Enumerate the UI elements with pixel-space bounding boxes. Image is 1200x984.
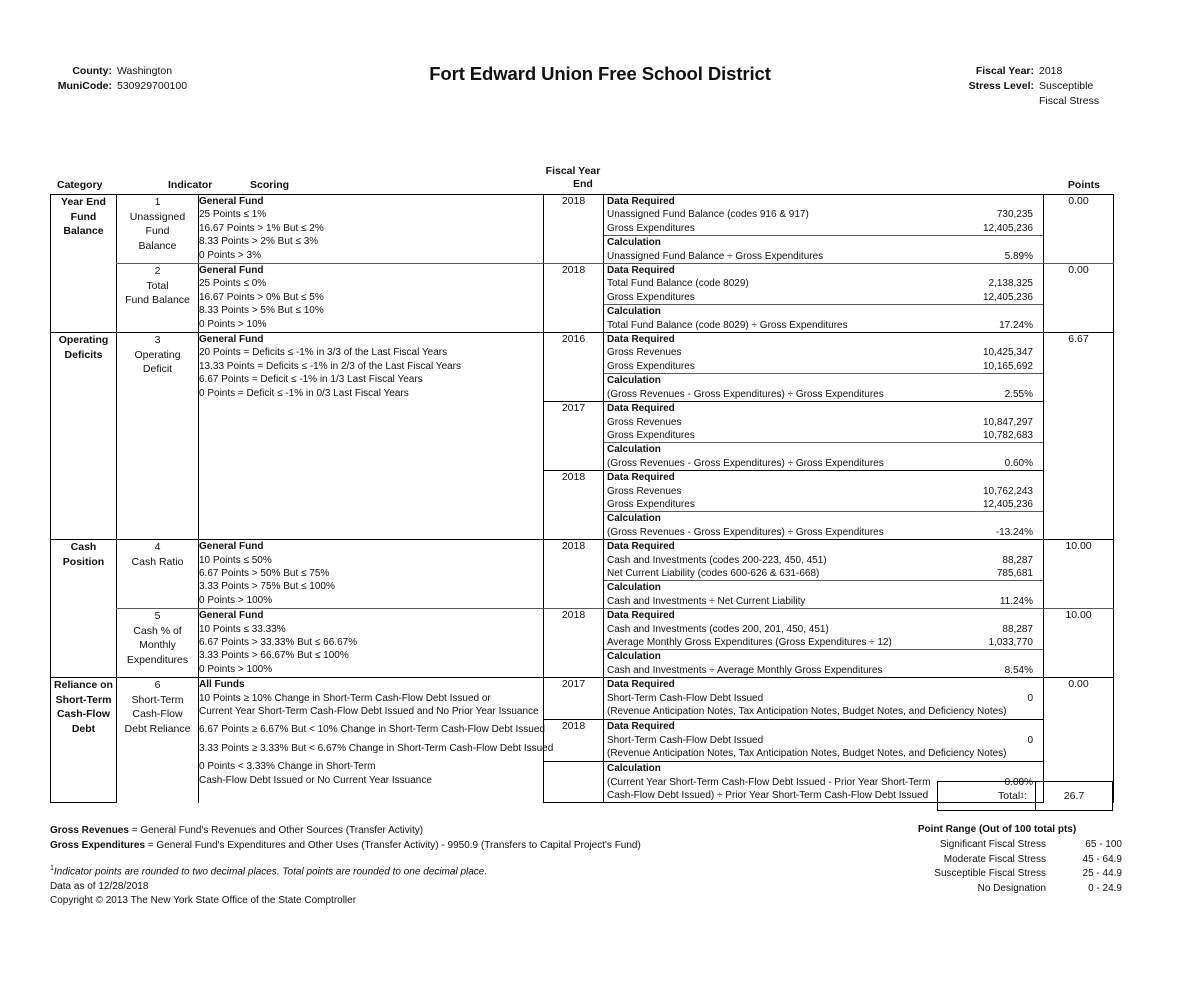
data-line [604,402,1043,415]
data-value: 10,165,692 [982,360,1033,372]
scoring-line: 6.67 Points > 33.33% But ≤ 66.67% [199,637,358,648]
county-label: County: [72,65,112,77]
scoring-line: 10 Points ≤ 50% [199,554,272,566]
data-as-of: Data as of 12/28/2018 [50,880,149,892]
points-cell: 10.00 [1044,540,1114,609]
scoring-line: 25 Points ≤ 1% [199,209,267,221]
scoring-heading: General Fund [199,334,264,346]
total-label-cell [938,782,1036,810]
data-line [604,457,1043,470]
data-calculation-cell [604,333,1044,402]
category-cell: Cash Position [51,540,117,678]
data-calculation-cell [604,678,1044,720]
data-line [604,705,1043,718]
point-range-row [872,853,1122,867]
rounding-note [50,862,690,880]
table-row [51,540,1114,609]
data-calculation-cell [604,720,1044,762]
data-label: Cash and Investments (codes 200-223, 450, 451) [607,554,827,566]
gross-expenditures-note [50,839,690,854]
section-label: Data Required [607,610,675,622]
scoring-heading: All Funds [199,679,245,691]
data-label: Unassigned Fund Balance (codes 916 & 917) [607,209,809,221]
data-label: Total Fund Balance (code 8029) ÷ Gross Expenditures [607,319,848,331]
section-label: Data Required [607,541,675,553]
section-label: Calculation [604,581,1043,595]
data-calculation-cell [604,471,1044,540]
data-value: 8.54% [1004,664,1033,676]
data-value: 10,762,243 [982,485,1033,497]
scoring-line: 10 Points ≥ 10% Change in Short-Term Cash-Flow Debt Issued or [199,692,491,704]
scoring-line: 25 Points ≤ 0% [199,278,267,290]
section-label: Data Required [607,334,675,346]
scoring-line: 0 Points > 100% [199,594,273,606]
data-line [604,554,1043,567]
scoring-cell [199,333,544,540]
scoring-line: 0 Points > 100% [199,663,273,675]
data-line [604,650,1043,664]
data-line [604,195,1043,208]
data-block [604,471,1043,539]
data-label: (Gross Revenues - Gross Expenditures) ÷ Gross Expenditures [607,526,884,538]
point-range-legend [872,823,1122,896]
indicator-cell [117,264,199,333]
section-label: Data Required [607,265,675,277]
scoring-line: 6.67 Points ≥ 6.67% But < 10% Change in Short-Term Cash-Flow Debt Issued [199,724,545,736]
data-label: Gross Expenditures [607,498,695,510]
point-range-row [872,882,1122,896]
total-colon: : [1024,790,1027,802]
fiscal-year-value: 2018 [1039,65,1063,77]
rounding-note-text: Indicator points are rounded to two decimal places. Total points are rounded to one decimal place. [53,866,488,878]
data-value: 0.00% [1004,776,1033,788]
copyright-line: Copyright © 2013 The New York State Office of the State Comptroller [50,895,357,907]
point-range-title: Point Range (Out of 100 total pts) [917,824,1077,835]
total-box [937,781,1113,811]
points-cell: 0.00 [1044,678,1114,803]
data-line [604,305,1043,319]
data-line [604,346,1043,359]
indicator-number: 4 [154,541,161,554]
gross-revenues-definition: = General Fund's Revenues and Other Sources (Transfer Activity) [128,825,424,836]
fiscal-year-cell: 2018 [544,195,604,264]
data-value: 88,287 [1002,554,1033,566]
data-label: Gross Revenues [607,347,682,359]
data-line [604,595,1043,608]
data-line [604,319,1043,332]
data-value: 0 [1027,734,1033,746]
section-label: Calculation [604,236,1043,250]
gross-expenditures-definition: = General Fund's Expenditures and Other Uses (Transfer Activity) - 9950.9 (Transfers to Capital Project's Fund) [145,839,641,851]
gross-revenues-note [50,824,690,839]
data-line [604,471,1043,484]
data-line [604,208,1043,221]
data-line [604,333,1043,346]
stress-level-value: Susceptible Fiscal Stress [1039,80,1100,107]
data-line [604,498,1043,512]
table-row [51,195,1114,264]
data-calculation-cell [604,195,1044,264]
scoring-line: 0 Points > 10% [199,318,267,330]
data-line [604,512,1043,526]
data-line [604,388,1043,401]
section-label: Data Required [607,721,675,733]
indicator-name: Total Fund Balance [125,279,190,307]
section-label: Calculation [604,443,1043,457]
section-label: Calculation [604,305,1043,319]
data-value: 12,405,236 [982,291,1033,303]
data-line [604,762,1043,775]
footnotes [50,824,690,909]
data-value: 17.24% [999,319,1033,331]
data-label: Total Fund Balance (code 8029) [607,278,749,290]
data-calculation-cell [604,402,1044,471]
indicator-number: 2 [154,265,161,278]
data-label: Cash and Investments ÷ Net Current Liability [607,595,806,607]
scoring-cell [199,678,554,803]
indicator-cell [117,609,199,678]
scoring-cell [199,264,544,333]
gross-expenditures-term: Gross Expenditures [50,839,146,851]
header-fiscal-year-end-line1: Fiscal Year [545,165,601,177]
page-title: Fort Edward Union Free School District [429,63,771,84]
point-range-value: 45 - 64.9 [1082,853,1122,865]
scoring-line: 0 Points = Deficit ≤ -1% in 0/3 Last Fiscal Years [199,387,409,399]
header-indicator: Indicator [168,179,213,191]
fiscal-year-cell: 2017 [544,402,604,471]
total-footnote-marker: 1 [1020,792,1025,800]
fiscal-summary [902,64,1122,109]
indicator-number: 3 [154,334,161,347]
scoring-line: 0 Points > 3% [199,249,261,261]
data-label: (Revenue Anticipation Notes, Tax Anticipation Notes, Budget Notes, and Deficiency Notes) [607,706,1007,718]
category-cell: Year End Fund Balance [51,195,117,333]
gross-revenues-term: Gross Revenues [50,825,129,836]
data-label: (Gross Revenues - Gross Expenditures) ÷ Gross Expenditures [607,457,884,469]
fiscal-year-cell: 2018 [544,264,604,333]
scoring-line: 13.33 Points = Deficits ≤ -1% in 2/3 of the Last Fiscal Years [199,360,462,372]
data-value: 88,287 [1002,623,1033,635]
report-header [0,58,1200,116]
points-cell: 6.67 [1044,333,1114,540]
fiscal-year-cell [544,762,604,803]
section-label: Calculation [604,650,1043,664]
data-label: (Revenue Anticipation Notes, Tax Anticipation Notes, Budget Notes, and Deficiency Notes) [607,748,1007,760]
scoring-line: 6.67 Points > 50% But ≤ 75% [199,567,330,579]
scoring-line: 3.33 Points > 75% But ≤ 100% [199,581,335,593]
indicator-number: 1 [154,196,161,208]
data-label: (Gross Revenues - Gross Expenditures) ÷ Gross Expenditures [607,388,884,400]
scoring-line: 20 Points = Deficits ≤ -1% in 3/3 of the Last Fiscal Years [199,347,448,359]
data-line [604,291,1043,305]
header-fiscal-year-end-line2: End [573,178,593,190]
scoring-line: 3.33 Points > 66.67% But ≤ 100% [199,650,349,662]
data-line [604,360,1043,374]
data-line [604,664,1043,677]
indicator-number: 5 [154,610,161,623]
points-cell: 0.00 [1044,264,1114,333]
rounding-note-marker: 1 [50,865,54,872]
data-block [604,333,1043,401]
scoring-cell [199,195,544,264]
indicator-cell [117,195,199,264]
data-block [604,720,1043,760]
indicator-cell [117,540,199,609]
point-range-value: 25 - 44.9 [1082,868,1122,880]
section-label: Calculation [607,763,661,775]
data-block [604,609,1043,677]
data-line [604,526,1043,539]
data-line [604,416,1043,429]
county-value: Washington [117,65,173,77]
data-block [604,540,1043,608]
data-label: Gross Revenues [607,485,682,497]
scoring-line: 16.67 Points > 1% But ≤ 2% [199,222,324,234]
indicator-name: Operating Deficit [134,348,181,376]
data-line [604,264,1043,277]
data-calculation-cell [604,540,1044,609]
points-cell: 10.00 [1044,609,1114,678]
data-value: 730,235 [996,209,1033,221]
data-block [604,264,1043,332]
data-line [604,747,1043,760]
indicator-cell [117,333,199,540]
data-value: 1,033,770 [988,637,1033,648]
header-scoring: Scoring [250,179,290,191]
data-calculation-cell [604,264,1044,333]
data-value: 12,405,236 [982,498,1033,510]
data-value: 0.60% [1004,457,1033,469]
points-cell: 0.00 [1044,195,1114,264]
data-line [604,485,1043,498]
data-line [604,374,1043,388]
municode-label: MuniCode: [57,80,112,92]
scoring-heading: General Fund [199,610,264,622]
data-calculation-cell [604,609,1044,678]
data-label: (Current Year Short-Term Cash-Flow Debt Issued - Prior Year Short-Term [607,776,931,788]
data-line [604,678,1043,691]
indicator-name: Short-Term Cash-Flow Debt Reliance [124,693,191,735]
data-line [604,250,1043,263]
scoring-cell [199,609,544,678]
section-label: Data Required [607,472,675,484]
data-label: Cash-Flow Debt Issued) ÷ Prior Year Short-Term Cash-Flow Debt Issued [607,790,929,802]
fiscal-year-row [902,64,1122,79]
data-value: 10,782,683 [982,429,1033,441]
fiscal-year-cell: 2018 [544,720,604,762]
scoring-line: Cash-Flow Debt Issued or No Current Year Issuance [199,774,432,786]
fiscal-year-cell: 2018 [544,471,604,540]
header-category: Category [57,179,103,191]
data-value: 5.89% [1004,250,1033,262]
section-label: Data Required [607,403,675,415]
scoring-line: 10 Points ≤ 33.33% [199,623,286,635]
table-row [51,333,1114,402]
data-value: 2.55% [1004,388,1033,400]
point-range-value: 65 - 100 [1085,839,1122,851]
category-cell: Operating Deficits [51,333,117,540]
fiscal-year-cell: 2018 [544,609,604,678]
data-line [604,720,1043,733]
point-range-label: No Designation [977,882,1046,894]
data-line [604,734,1043,747]
stress-level-row [902,79,1122,109]
data-line [604,623,1043,636]
point-range-label: Significant Fiscal Stress [939,839,1046,851]
scoring-cell [199,540,544,609]
data-label: Gross Expenditures [607,222,695,234]
scoring-line: 8.33 Points > 2% But ≤ 3% [199,236,319,248]
data-line [604,222,1043,236]
data-block [604,678,1043,718]
data-label: Cash and Investments ÷ Average Monthly Gross Expenditures [607,664,883,676]
indicator-name: Unassigned Fund Balance [129,210,186,252]
scoring-line: 6.67 Points = Deficit ≤ -1% in 1/3 Last Fiscal Years [199,374,423,386]
indicator-name: Cash % of Monthly Expenditures [126,624,189,666]
fiscal-year-cell: 2018 [544,540,604,609]
data-label: Gross Expenditures [607,360,695,372]
report-page [0,58,1200,984]
data-value: 10,425,347 [982,347,1033,359]
total-value: 26.7 [1063,790,1085,802]
scoring-heading: General Fund [199,541,264,553]
data-label: Short-Term Cash-Flow Debt Issued [607,692,764,704]
data-label: Short-Term Cash-Flow Debt Issued [607,734,764,746]
data-line [604,540,1043,553]
indicator-cell [117,678,199,803]
data-label: Gross Revenues [607,416,682,428]
point-range-label: Susceptible Fiscal Stress [934,868,1046,880]
data-line [604,609,1043,622]
fiscal-year-cell: 2016 [544,333,604,402]
notes-spacer [50,853,690,862]
point-range-label: Moderate Fiscal Stress [943,853,1046,865]
stress-level-label: Stress Level: [968,80,1034,92]
data-label: Unassigned Fund Balance ÷ Gross Expenditures [607,250,824,262]
scoring-heading: General Fund [199,196,264,207]
data-line [604,636,1043,650]
section-label: Calculation [604,374,1043,388]
fiscal-year-cell: 2017 [544,678,604,720]
data-block [604,195,1043,263]
data-label: Average Monthly Gross Expenditures (Gross Expenditures ÷ 12) [607,637,892,648]
point-range-value: 0 - 24.9 [1088,882,1122,894]
data-line [604,567,1043,581]
municode-value: 530929700100 [117,80,188,92]
data-label: Cash and Investments (codes 200, 201, 450, 451) [607,623,829,635]
data-block [604,402,1043,470]
total-label: Total [997,790,1021,802]
section-label: Data Required [607,196,675,207]
data-line [604,581,1043,595]
point-range-row [872,838,1122,852]
fiscal-stress-table [50,194,1114,803]
point-range-row [872,867,1122,881]
data-value: 12,405,236 [982,222,1033,234]
scoring-line: 8.33 Points > 5% But ≤ 10% [199,305,324,317]
fiscal-year-label: Fiscal Year: [975,65,1034,77]
data-line [604,443,1043,457]
data-line [604,236,1043,250]
data-value: -13.24% [995,526,1033,538]
data-value: 2,138,325 [988,278,1033,290]
scoring-line: 3.33 Points ≥ 3.33% But < 6.67% Change in Short-Term Cash-Flow Debt Issued [199,742,554,754]
table-row [51,678,1114,720]
table-column-headers [50,164,1113,192]
scoring-line: 0 Points < 3.33% Change in Short-Term [199,761,376,773]
category-cell: Reliance on Short-Term Cash-Flow Debt [51,678,117,803]
indicator-number: 6 [154,679,161,692]
table-row [51,264,1114,333]
data-value: 11.24% [999,595,1033,607]
scoring-line: 16.67 Points > 0% But ≤ 5% [199,291,324,303]
indicator-name: Cash Ratio [131,555,184,568]
data-label: Gross Expenditures [607,291,695,303]
section-label: Calculation [604,512,1043,526]
data-line [604,692,1043,705]
data-label: Net Current Liability (codes 600-626 & 631-668) [607,567,820,579]
data-value: 0 [1027,692,1033,704]
data-line [604,277,1043,290]
data-value: 10,847,297 [982,416,1033,428]
data-line [604,429,1043,443]
scoring-line: Current Year Short-Term Cash-Flow Debt Issued and No Prior Year Issuance [199,706,539,718]
section-label: Data Required [607,679,675,691]
data-label: Gross Expenditures [607,429,695,441]
data-value: 785,681 [996,567,1033,579]
scoring-heading: General Fund [199,265,264,277]
table-row [51,609,1114,678]
header-points: Points [1067,179,1100,191]
